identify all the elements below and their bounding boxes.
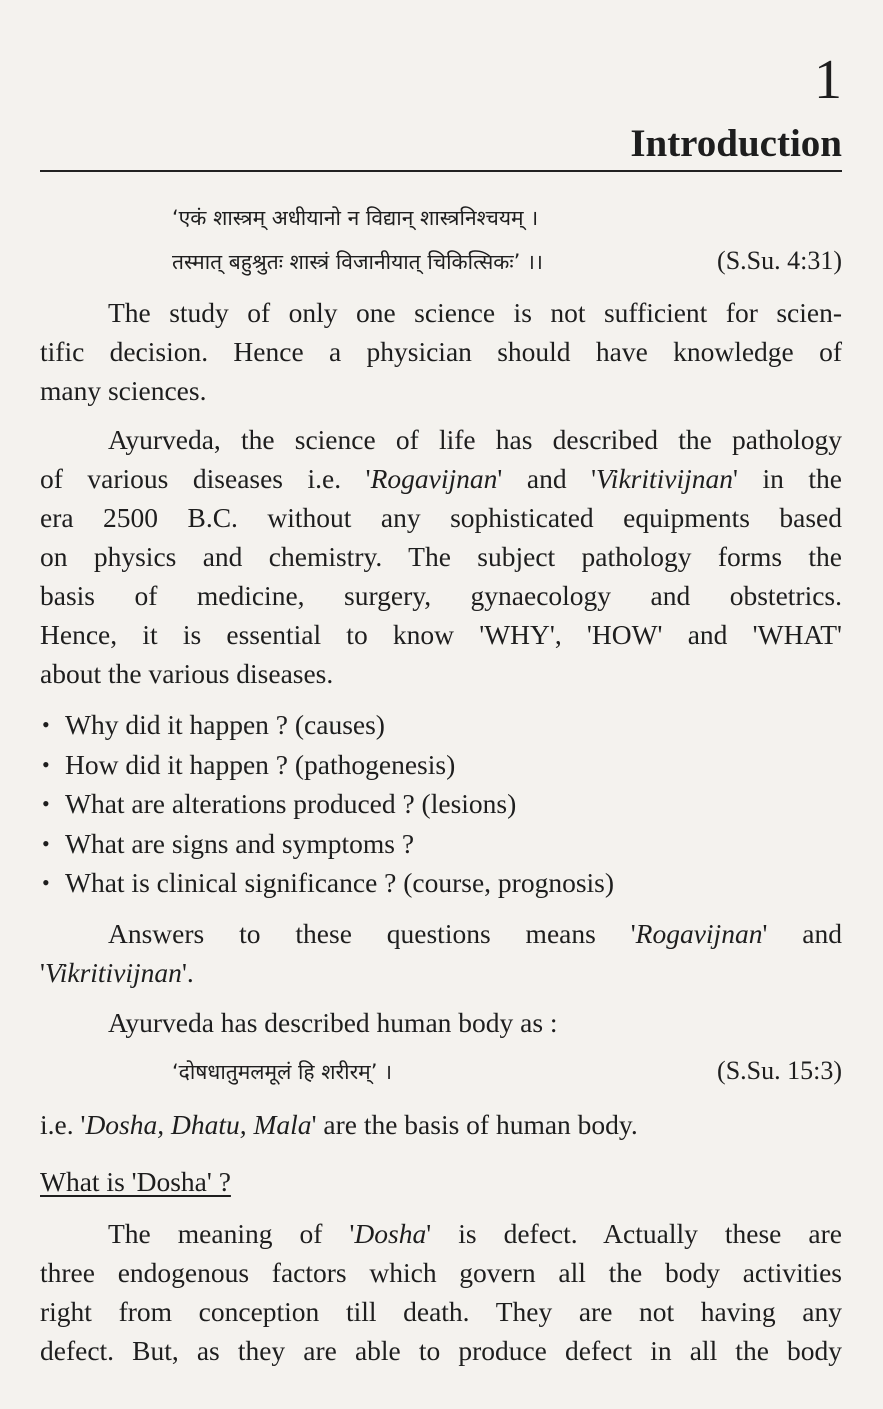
verse-line-2 bbox=[172, 246, 842, 275]
paragraph-line: defect. But, as they are able to produce defect in all the body bbox=[40, 1335, 842, 1366]
paragraph-3 bbox=[40, 914, 842, 992]
paragraph-line: tific decision. Hence a physician should have knowledge of bbox=[40, 336, 842, 367]
paragraph-line: of various diseases i.e. 'Rogavijnan' and 'Vikritivijnan' in the bbox=[40, 463, 842, 494]
bullet-icon: • bbox=[42, 712, 50, 737]
verse-reference: (S.Su. 4:31) bbox=[717, 246, 842, 275]
paragraph-6 bbox=[40, 1214, 842, 1370]
paragraph-line: about the various diseases. bbox=[40, 658, 334, 689]
bullet-icon: • bbox=[42, 830, 50, 856]
bullet-icon: • bbox=[42, 791, 50, 816]
paragraph-1 bbox=[40, 293, 842, 410]
list-item: • Why did it happen ? (causes) bbox=[40, 705, 614, 745]
paragraph-line: 'Vikritivijnan'. bbox=[40, 957, 194, 988]
paragraph-line: many sciences. bbox=[40, 375, 207, 406]
title-rule bbox=[40, 170, 842, 172]
verse-line-1 bbox=[172, 208, 842, 229]
term-rogavijnan: Rogavijnan bbox=[370, 463, 498, 494]
term-rogavijnan: Rogavijnan bbox=[635, 918, 763, 949]
verse-reference: (S.Su. 15:3) bbox=[717, 1056, 842, 1085]
paragraph-line: Hence, it is essential to know 'WHY', 'HOW' and 'WHAT' bbox=[40, 619, 842, 650]
paragraph-line: basis of medicine, surgery, gynaecology and obstetrics. bbox=[40, 580, 842, 611]
section-heading: What is 'Dosha' ? bbox=[40, 1166, 231, 1197]
bullet-icon: • bbox=[42, 751, 50, 777]
list-item: • How did it happen ? (pathogenesis) bbox=[40, 745, 614, 785]
chapter-number: 1 bbox=[814, 49, 842, 111]
bullet-icon: • bbox=[42, 870, 50, 895]
list-item: • What is clinical significance ? (course, prognosis) bbox=[40, 863, 614, 903]
paragraph-line: era 2500 B.C. without any sophisticated equipments based bbox=[40, 502, 842, 533]
paragraph-line: The study of only one science is not sufficient for scien- bbox=[108, 297, 842, 328]
question-list bbox=[40, 705, 614, 903]
paragraph-line: The meaning of 'Dosha' is defect. Actually these are bbox=[108, 1218, 842, 1249]
paragraph-line: right from conception till death. They are not having any bbox=[40, 1296, 842, 1327]
paragraph-4 bbox=[40, 1003, 842, 1042]
term-vikritivijnan: Vikritivijnan bbox=[44, 957, 182, 988]
verse-text: ‘दोषधातुमलमूलं हि शरीरम्’ । bbox=[172, 1060, 393, 1084]
paragraph-line: Ayurveda has described human body as : bbox=[108, 1007, 558, 1038]
paragraph-line: on physics and chemistry. The subject pathology forms the bbox=[40, 541, 842, 572]
paragraph-line: Answers to these questions means 'Rogavijnan' and bbox=[108, 918, 842, 949]
term-vikritivijnan: Vikritivijnan bbox=[596, 463, 734, 494]
verse-2 bbox=[172, 1056, 842, 1085]
verse-text: ‘एकं शास्त्रम् अधीयानो न विद्यान् शास्त्रनिश्चयम् । bbox=[172, 206, 539, 230]
term-dosha-dhatu-mala: Dosha, Dhatu, Mala bbox=[85, 1109, 312, 1140]
paragraph-line: Ayurveda, the science of life has described the pathology bbox=[108, 424, 842, 455]
list-item: • What are signs and symptoms ? bbox=[40, 824, 614, 864]
chapter-title: Introduction bbox=[630, 122, 842, 165]
verse-text: तस्मात् बहुश्रुतः शास्त्रं विजानीयात् चिकित्सिकः’ ।। bbox=[172, 250, 543, 274]
paragraph-5 bbox=[40, 1105, 842, 1144]
paragraph-2 bbox=[40, 420, 842, 693]
paragraph-line: three endogenous factors which govern all the body activities bbox=[40, 1257, 842, 1288]
term-dosha: Dosha bbox=[354, 1218, 427, 1249]
paragraph-line: i.e. 'Dosha, Dhatu, Mala' are the basis of human body. bbox=[40, 1109, 638, 1140]
list-item: • What are alterations produced ? (lesions) bbox=[40, 784, 614, 824]
